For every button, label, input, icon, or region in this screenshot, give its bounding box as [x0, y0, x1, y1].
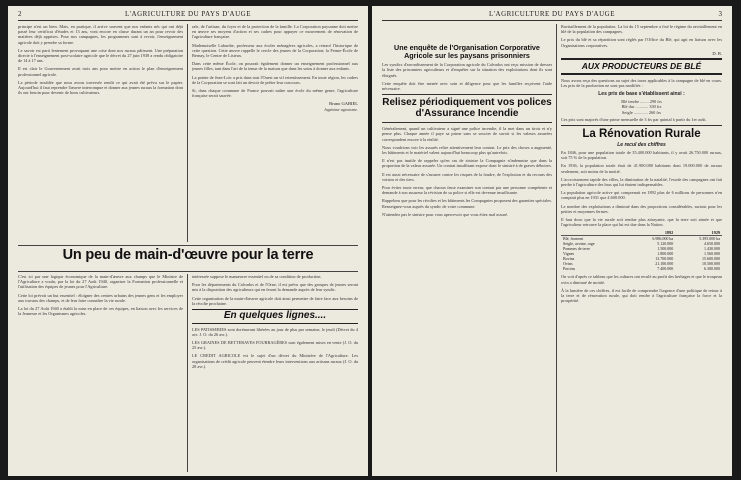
table-cell: 5.395.000 ha — [699, 236, 720, 242]
running-title-right: L'AGRICULTURE DU PAYS D'AUGE — [488, 10, 615, 18]
paragraph: Pour les départements du Calvados et de l'Orne, il est prévu que des groupes de jeunes seront mis à la disposition des agriculteurs qui en feront la demande auprès de leur syndic. — [192, 282, 358, 293]
section-rule — [18, 271, 358, 272]
table-header: 1892 — [628, 230, 675, 236]
table-cell: 4.650.000 — [704, 241, 720, 247]
section-title: En quelques lignes.... — [223, 310, 327, 322]
article-headline: Un peu de main-d'œuvre pour la terre — [62, 248, 314, 263]
section-rule — [382, 94, 552, 95]
table-cell: Ovins — [563, 261, 573, 267]
table-cell: 7.400.000 — [657, 266, 674, 272]
paragraph: La loi du 27 Août 1940 a établi la mise en place de ces équipes, en liaison avec les services de la Jeunesse et les Organismes agricoles. — [18, 306, 183, 317]
table-cell: 13.700.000 — [655, 256, 674, 262]
paragraph: Le nombre des exploitations a diminué dans des proportions considérables, surtout pour les petites et moyennes fermes. — [561, 203, 722, 214]
paragraph: Il faut donc que la vie rurale soit rendue plus attrayante, que la terre soit aimée et que l'agriculteur retrouve la place qui lui est due dans la Nation. — [561, 217, 722, 228]
paragraph: Ces prix sont majorés d'une prime mensuelle de 3 frs par quintal à partir du 1er août. — [561, 116, 707, 122]
ble-title-box — [561, 58, 722, 75]
column-divider — [187, 24, 188, 242]
section-title-box — [192, 309, 358, 324]
right-column-1 — [382, 24, 552, 472]
table-cell: Vignes — [563, 251, 575, 257]
article-headline-renovation: La Rénovation Rurale — [582, 127, 701, 140]
paragraph: Mademoiselle Laburthe, professeur aux écoles ménagères agricoles, a retracé l'historique de cette question. Cette œuvre rappelle le cercle des jeunes de la Corporation; la Ferme-École de Bernay, le Centre de Lisieux. — [192, 42, 358, 59]
table-cell: 1.430.000 — [704, 246, 720, 252]
paragraph: La période troublée que nous avons traversée rendit ce qui avait été prévu sur le papier. Aujourd'hui il faut reprendre l'œuvre interrompue et donner aux jeunes ruraux la formation dont ils ont besoin pour devenir de bons cultivateurs. — [18, 79, 183, 96]
table-cell: Blé, froment — [563, 236, 584, 242]
column-divider — [187, 274, 188, 472]
paragraph: C'est ici par une logique économique de la main-d'œuvre aux champs que le Ministre de l'Agriculture a voulu, par la loi du 27 Août 1940, organiser la Formation professionnelle et l'utilisation des équipes de jeunes pour l'Agriculture. — [18, 274, 183, 290]
signature: D. B. — [712, 50, 722, 56]
paragraph: Il est aussi nécessaire de s'assurer contre les risques de la foudre, de l'explosion et du recours des voisins et des tiers. — [382, 171, 552, 182]
table-header: 1929 — [675, 230, 722, 236]
table-cell: 1.500.000 — [657, 246, 674, 252]
table-cell: 1.800.000 — [657, 251, 674, 257]
paragraph: Nous voudrions voir les assurés relire attentivement leur contrat. Le prix des choses a augmenté, les bâtiments et le matériel valent aujourd'hui beaucoup plus qu'autrefois. — [382, 144, 552, 155]
ble-price-item: Seigle ............. 260 frs — [622, 109, 661, 115]
table-cell: Pommes de terre — [563, 246, 590, 252]
paragraph: rale, de l'artisan, du foyer et de la protection de la famille. La Corporation paysanne doit mettre en œuvre ses moyens d'action et ses cadres pour appuyer ce mouvement de rénovation de l'agriculture française. — [192, 24, 358, 40]
statistics-table — [561, 230, 722, 271]
paragraph: Pour éviter toute erreur, que chacun fasse examiner son contrat par une personne compétente et demande à son assureur la révision de sa police si elle est devenue insuffisante. — [382, 184, 552, 196]
article-headline-assurance: Relisez périodiquement vos polices d'Assurance Incendie — [382, 97, 552, 119]
table-row — [561, 266, 722, 271]
left-bottom-column-2 — [192, 274, 358, 472]
paragraph: La population agricole active qui comprenait en 1892 plus de 6 millions de personnes n'en comptait plus en 1931 que 4.600.000. — [561, 190, 722, 201]
headline-main-doeuvre — [18, 248, 358, 270]
paragraph: En 1846, pour une population totale de 35.400.000 habitants, il y avait 26.750.000 ruraux, soit 75 % de la population. — [561, 150, 722, 161]
right-column-2 — [561, 24, 722, 472]
article-headline-enquete: Une enquête de l'Organisation Corporative Agricole sur les paysans prisonniers — [394, 43, 540, 60]
signature: Bruno GABIEL — [329, 101, 358, 107]
table-cell: 1.560.000 — [704, 251, 720, 257]
table-cell: 6.986.000 ha — [652, 236, 674, 242]
table-cell: 5.120.000 — [657, 241, 674, 247]
paragraph: Si, dans chaque commune de France pouvait naître une école du même genre, l'agriculture française serait sauvée. — [192, 88, 358, 99]
paragraph: Cette loi prévoit un but essentiel : éloigner des centres urbains des jeunes gens et les employer aux travaux des champs, et de leur faire connaître la vie rurale. — [18, 292, 183, 303]
news-item: LES PATISSERIES sont dorénavant libérées au jour de plus par semaine, le jeudi (Décret du 4 avr. J. O. du 26 avr.). — [192, 326, 358, 337]
section-rule — [18, 245, 358, 246]
paragraph: N'attendez pas le sinistre pour vous apercevoir que vous étiez mal assuré. — [382, 211, 509, 217]
ble-price-item: Blé dur ............ 330 frs — [621, 104, 662, 110]
paragraph: On voit d'après ce tableau que les cultures ont reculé au profit des herbages et que le troupeau ovin a diminué de moitié. — [561, 274, 722, 285]
table-cell: 15.600.000 — [702, 256, 720, 262]
news-item: LES GRAINES DE BETTERAVES FOURRAGÈRES sont également mises en vente (J. O. du 25 avr.). — [192, 339, 358, 351]
left-top-column-2 — [192, 24, 358, 242]
paragraph: Nous avons reçu des questions au sujet des taxes applicables à la campagne de blé en cours. Les prix de la production ne sont pas modifiés : — [561, 77, 722, 88]
paragraph: Cette organisation de la main-d'œuvre agricole doit ainsi permettre de faire face aux besoins de la récolte prochaine. — [192, 295, 358, 306]
paragraph: Dans cette même École, on pourrait également donner un enseignement professionnel aux jeunes filles, tant dans l'art de la tenue de la maison que dans les soins à donner aux enfants. — [192, 61, 358, 72]
table-cell: Seigle, avoine, orge — [563, 241, 595, 247]
page-number-left: 2 — [18, 10, 22, 18]
paragraph: À la lumière de ces chiffres, il est facile de comprendre l'urgence d'une politique de retour à la terre et de rénovation rurale, qui doit rendre à l'agriculture française la force et la prospérité. — [561, 287, 722, 304]
ble-price-item: Blé tendre ........ 290 frs — [621, 99, 662, 105]
paragraph: intéressée suppose le manœuvre essentiel ou de sa condition de production. — [192, 274, 322, 279]
running-title-left: L'AGRICULTURE DU PAYS D'AUGE — [124, 10, 251, 18]
right-page — [372, 6, 732, 476]
paragraph: Généralement, quand un cultivateur a signé une police incendie, il la met dans un tiroir et n'y pense plus. Chaque année il paye sa prime sans se soucier de savoir si les valeurs assurées correspondent encore à la réalité. — [382, 126, 552, 142]
news-item: LE CREDIT AGRICOLE est le sujet d'un décret du Ministère de l'Agriculture. Les organisations de crédit agricole peuvent étendre leurs interventions aux artisans ruraux (J. O. du 28 avr.). — [192, 353, 358, 369]
left-bottom-column-1 — [18, 274, 183, 472]
paragraph: principe n'est un bien. Mais, en pratique, il arrive souvent que nos enfants nés qui ont déjà passé leur certificat d'études et 13 ans, vont encore en classe durant un an pour revoir des matières déjà apprises. Pour nos campagnes, les programmes sont à revoir, l'enseignement agricole doit y prendre sa forme. — [18, 24, 183, 45]
running-header-right — [382, 10, 722, 21]
page-number-right: 3 — [718, 10, 722, 18]
paragraph: La pointe de Jean-Loïc a pris dans tout l'Ouest un vif retentissement. En toute région, les cadres de la Corporation se sont fait un devoir de prêter leur concours. — [192, 74, 358, 85]
paragraph: Rappelons que pour les récoltes et les bâtiments les Compagnies proposent des garanties spéciales. Renseignez-vous auprès du syndic de votre commune. — [382, 198, 552, 209]
ble-prices-title: Les prix de base s'établissent ainsi : — [598, 91, 685, 98]
article-subhead: Le recul des chiffres — [617, 142, 666, 149]
left-top-column-1 — [18, 24, 183, 242]
table-cell: 10.500.000 — [702, 261, 720, 267]
section-rule — [382, 122, 552, 123]
paragraph: Il n'est pas inutile de rappeler qu'en cas de sinistre la Compagnie n'indemnise que dans la proportion de la valeur assurée. Un contrat insuffisant expose donc le sinistré à de graves déboires. — [382, 158, 552, 169]
paragraph: En 1936, la population totale était de 41.900.000 habitants dont 19.000.000 de ruraux seulement, soit moins de la moitié. — [561, 163, 722, 174]
paragraph: Ravitaillement de la population. La loi du 15 septembre a fixé le régime du ravitaillement en blé de la population des campagnes. — [561, 24, 722, 35]
left-page — [8, 6, 368, 476]
paragraph: Il est clair le Gouvernement avait trois ans pour mettre en action le plan d'enseignement professionnel agricole. — [18, 66, 183, 77]
paragraph: Cette enquête doit être menée avec soin et diligence pour que les familles reçoivent l'aide nécessaire. — [382, 80, 552, 91]
table-cell: 6.300.000 — [704, 266, 720, 272]
section-rule — [561, 125, 722, 126]
column-divider — [556, 24, 557, 472]
running-header-left — [18, 10, 358, 21]
article-headline-ble: AUX PRODUCTEURS DE BLÉ — [581, 60, 702, 71]
paragraph: Les syndics d'arrondissement de la Corporation agricole du Calvados ont reçu mission de dresser la liste des prisonniers agriculteurs et d'enquêter sur la situation des exploitations dont ils sont éloignés. — [382, 62, 552, 78]
signature-title: Ingénieur agronome. — [324, 107, 358, 113]
paragraph: Le prix du blé et sa répartition sont réglés par l'Office du Blé, qui agit en liaison avec les Organisations corporatives. — [561, 37, 722, 48]
table-cell: Porcins — [563, 266, 575, 272]
paragraph: L'accroissement rapide des villes, la diminution de la natalité, l'exode des campagnes ont fait perdre à l'agriculture des bras qui lui étaient indispensables. — [561, 176, 722, 188]
table-cell: 21.100.000 — [655, 261, 674, 267]
table-cell: Bovins — [563, 256, 575, 262]
paragraph: Le savoir est parti lentement provoquant une crise dont nos ruraux pâtissent. Une préparation directe à l'enseignement post-scolaire agricole que le décret du 27 juin 1938 a rendu obligatoire de 14 à 17 ans. — [18, 47, 183, 64]
